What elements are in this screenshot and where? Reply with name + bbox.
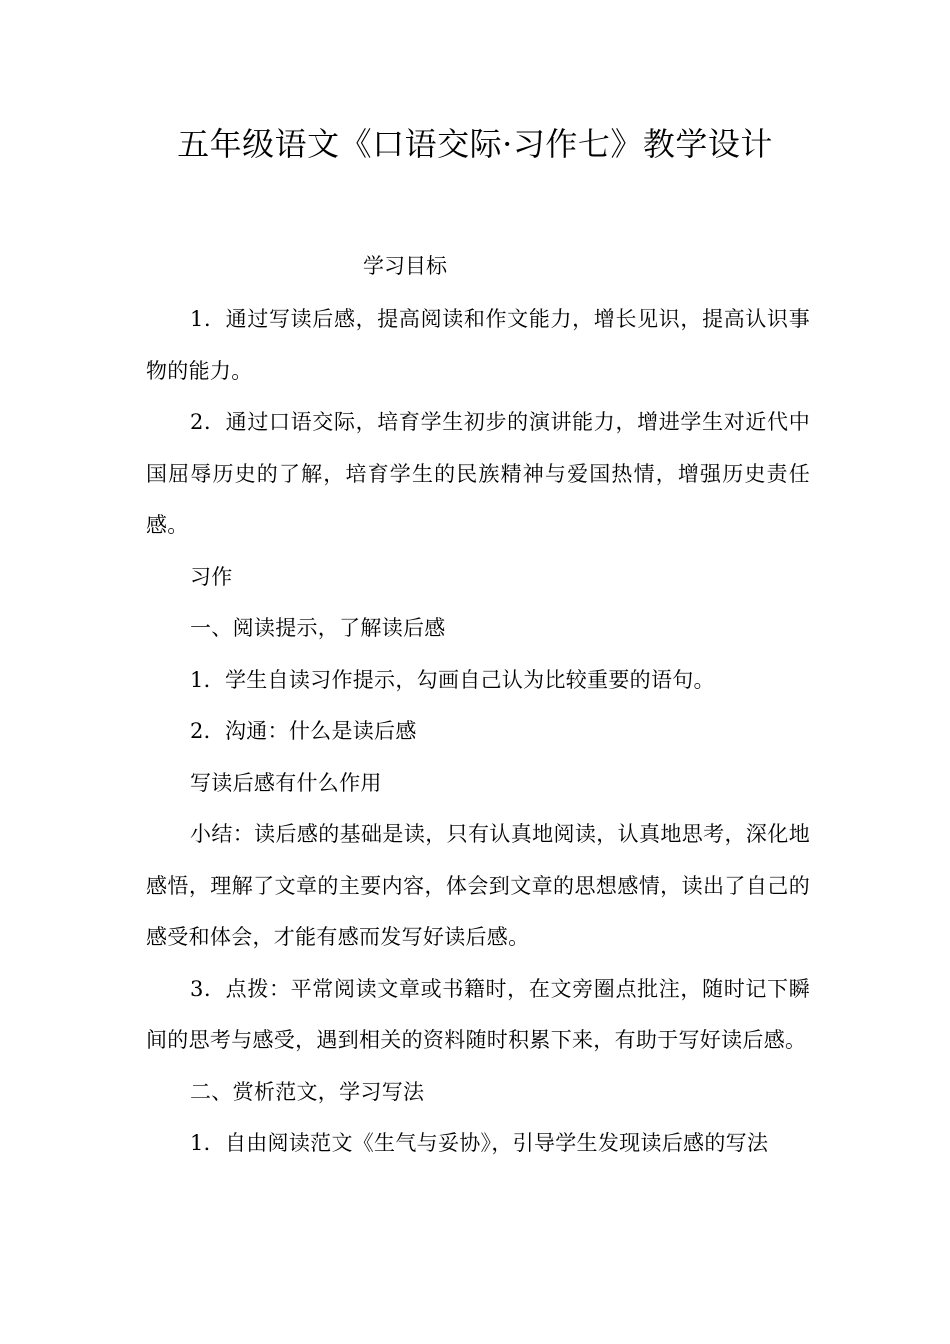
paragraph-question: 写读后感有什么作用 bbox=[190, 770, 382, 795]
paragraph-goal-1: 1．通过写读后感，提高阅读和作文能力，增长见识，提高认识事物的能力。 bbox=[146, 307, 810, 383]
section-heading-learning-goals: 学习目标 bbox=[363, 254, 447, 278]
paragraph-step-3: 3．点拨：平常阅读文章或书籍时，在文旁圈点批注，随时记下瞬间的思考与感受，遇到相关的资料随时积累下来，有助于写好读后感。 bbox=[146, 976, 810, 1052]
paragraph-part-2-heading: 二、赏析范文，学习写法 bbox=[190, 1079, 425, 1104]
document-body bbox=[146, 294, 810, 1170]
document-title: 五年级语文《口语交际·习作七》教学设计 bbox=[177, 125, 773, 163]
paragraph-summary: 小结：读后感的基础是读，只有认真地阅读，认真地思考，深化地感悟，理解了文章的主要内容，体会到文章的思想感情，读出了自己的感受和体会，才能有感而发写好读后感。 bbox=[146, 822, 810, 949]
paragraph-writing-heading: 习作 bbox=[190, 564, 233, 589]
paragraph-part-1-heading: 一、阅读提示，了解读后感 bbox=[190, 616, 446, 640]
paragraph-goal-2: 2．通过口语交际，培育学生初步的演讲能力，增进学生对近代中国屈辱历史的了解，培育学生的民族精神与爱国热情，增强历史责任感。 bbox=[146, 410, 810, 537]
paragraph-step-1: 1．学生自读习作提示，勾画自己认为比较重要的语句。 bbox=[190, 667, 715, 692]
paragraph-part-2-step-1: 1．自由阅读范文《生气与妥协》，引导学生发现读后感的写法 bbox=[190, 1131, 769, 1155]
paragraph-step-2: 2．沟通：什么是读后感 bbox=[190, 719, 417, 743]
